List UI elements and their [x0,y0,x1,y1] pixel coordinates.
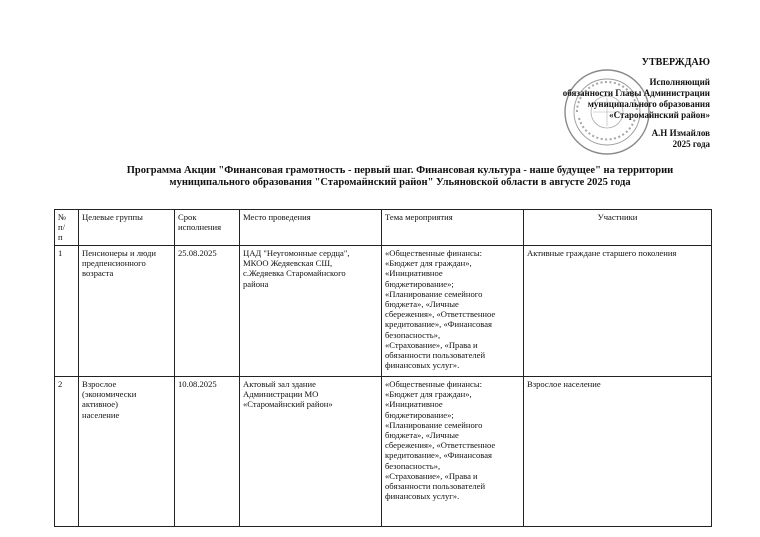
row-place: ЦАД "Неугомонные сердца", МКОО Жедяевская СШ, с.Жедяевка Старомайнского района [240,246,382,377]
table-header-row [55,210,712,246]
header-place: Место проведения [240,210,382,246]
header-term: Срок исполнения [175,210,240,246]
approval-block [563,57,710,150]
approval-line: Исполняющий [649,77,710,87]
title-line: Программа Акции "Финансовая грамотность - первый шаг. Финансовая культура - наше будущее" на территории [126,165,674,176]
approval-line: «Старомайнский район» [609,110,710,120]
row-groups: Взрослое (экономически активное) население [79,377,175,527]
row-participants: Активные граждане старшего поколения [524,246,712,377]
header-groups: Целевые группы [79,210,175,246]
row-term: 25.08.2025 [175,246,240,377]
row-num: 2 [55,377,79,527]
approval-line: муниципального образования [587,99,710,109]
header-num: № п/ п [55,210,79,246]
row-topic: «Общественные финансы: «Бюджет для граждан», «Инициативное бюджетирование»; «Планирование семейного бюджета», «Личные сбережения», «Ответственное кредитование», «Финансовая безопасность», «Страхование», «Права и обязанности пользователей финансовых услуг». [382,246,524,377]
row-term: 10.08.2025 [175,377,240,527]
title-line: муниципального образования "Старомайнский район" Ульяновской области в августе 2025 года [169,177,631,188]
approval-heading: УТВЕРЖДАЮ [641,57,710,68]
row-participants: Взрослое население [524,377,712,527]
header-participants: Участники [524,210,712,246]
document-title [80,165,720,189]
approval-line: обязанности Главы Администрации [562,88,710,98]
row-groups: Пенсионеры и люди предпенсионного возраста [79,246,175,377]
table-row [55,246,712,377]
approval-signature: А.Н Измайлов [651,128,710,138]
row-topic: «Общественные финансы: «Бюджет для граждан», «Инициативное бюджетирование»; «Планирование семейного бюджета», «Личные сбережения», «Ответственное кредитование», «Финансовая безопасность», «Страхование», «Права и обязанности пользователей финансовых услуг». [382,377,524,527]
approval-year: 2025 года [672,139,710,149]
row-place: Актовый зал здание Администрации МО «Старомайнский район» [240,377,382,527]
table-row [55,377,712,527]
program-table [54,209,712,527]
row-num: 1 [55,246,79,377]
header-topic: Тема мероприятия [382,210,524,246]
